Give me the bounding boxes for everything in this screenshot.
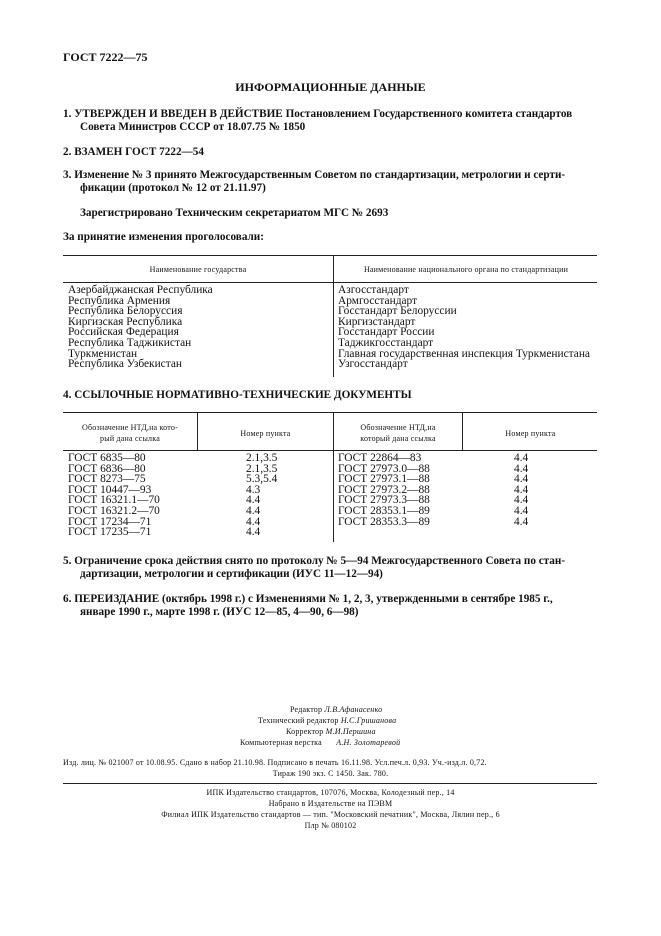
imprint-line2: Тираж 190 экз. С 1450. Зак. 780.	[272, 769, 389, 778]
table-cell: 4.4	[246, 526, 261, 539]
section-1-number: 1.	[63, 108, 72, 120]
imprint-divider	[63, 783, 597, 784]
table-row: Азербайджанская Республика	[68, 284, 213, 296]
table-cell: ГОСТ 27973.0—88	[338, 462, 430, 475]
table-border-top	[63, 255, 597, 256]
credit-layout-label: Компьютерная верстка	[240, 738, 322, 747]
ref-header-doc2-line1: Обозначение НТД,на	[360, 423, 436, 432]
section-1-text: Постановлением Государственного комитета стандартов	[282, 108, 573, 120]
table-cell: ГОСТ 28353.3—89	[338, 515, 430, 528]
table-row: Госстандарт России	[338, 326, 435, 339]
publisher-line4: Плр № 080102	[304, 821, 357, 830]
credit-tech-label: Технический редактор	[258, 716, 339, 725]
section-5-number: 5.	[63, 555, 72, 567]
table-cell: ГОСТ 16321.1—70	[68, 494, 160, 507]
credit-tech-editor	[258, 716, 396, 725]
section-1-lead: УТВЕРЖДЕН И ВВЕДЕН В ДЕЙСТВИЕ	[74, 108, 283, 120]
imprint-line1: Изд. лиц. № 021007 от 10.08.95. Сдано в набор 21.10.98. Подписано в печать 16.11.98. Усл.печ.л. 0,93. Уч.-изд.л. 0,72.	[63, 758, 487, 767]
section-5-line2: дартизации, метрологии и сертификации (ИУС 11—12—94)	[80, 568, 383, 580]
table-row: Республика Белоруссия	[68, 305, 183, 318]
section-3-line1: Изменение № 3 принято Межгосударственным Советом по стандартизации, метрологии и серти-	[74, 169, 566, 181]
table-cell: 4.4	[514, 515, 529, 528]
ref-header-doc-2	[334, 422, 462, 444]
table-row: Узгосстандарт	[338, 358, 408, 371]
document-code: ГОСТ 7222—75	[63, 50, 148, 64]
table-cell: 5.3,5.4	[246, 473, 278, 486]
states-country-column	[68, 285, 213, 370]
ref-header-doc-line1: Обозначение НТД,на кото-	[82, 423, 178, 432]
section-1-line2: Совета Министров СССР от 18.07.75 № 1850	[80, 121, 306, 133]
publisher-line1: ИПК Издательство стандартов, 107076, Москва, Колодезный пер., 14	[206, 788, 455, 797]
publisher-line2: Набрано в Издательстве на ПЭВМ	[268, 799, 393, 808]
table-header-divider	[63, 282, 597, 283]
table-cell: 4.4	[514, 452, 529, 464]
table-row: Главная государственная инспекция Туркменистана	[338, 347, 590, 360]
table-cell: 4.4	[514, 462, 529, 475]
section-3-number: 3.	[63, 169, 72, 181]
credit-layout-name: А.Н. Золотаревой	[336, 738, 401, 747]
table-cell: ГОСТ 27973.3—88	[338, 494, 430, 507]
credit-layout	[240, 738, 400, 747]
table-row: Республика Таджикистан	[68, 336, 192, 349]
table-row: Госстандарт Белоруссии	[338, 305, 457, 318]
section-6	[63, 593, 553, 605]
credit-corrector	[286, 727, 376, 736]
table-row: Таджикгосстандарт	[338, 336, 434, 349]
ref-header-item: Номер пункта	[240, 429, 291, 438]
table-row: Российская Федерация	[68, 326, 179, 339]
states-header-body: Наименование национального органа по стандартизации	[363, 265, 569, 274]
section-4	[63, 389, 412, 401]
table-cell: ГОСТ 27973.2—88	[338, 483, 430, 496]
credit-editor-label: Редактор	[290, 705, 323, 714]
section-5	[63, 555, 565, 567]
publisher-line3: Филиал ИПК Издательство стандартов — тип. "Московский печатник", Москва, Лялин пер., 6	[161, 810, 500, 819]
table-row: Республика Узбекистан	[68, 358, 182, 371]
page-title: ИНФОРМАЦИОННЫЕ ДАННЫЕ	[235, 80, 426, 94]
table-cell: ГОСТ 22864—83	[338, 452, 422, 464]
voted-heading: За принятие изменения проголосовали:	[63, 231, 264, 243]
states-header-country: Наименование государства	[149, 265, 247, 274]
section-5-line1: Ограничение срока действия снято по протоколу № 5—94 Межгосударственного Совета по стан-	[74, 555, 566, 567]
ref-left-items	[246, 453, 277, 538]
section-2	[63, 146, 204, 158]
ref-header-doc	[63, 422, 197, 444]
table-row: Киргизская Республика	[68, 315, 183, 328]
ref-header-doc-line2: рый дана ссылка	[100, 434, 160, 443]
section-6-number: 6.	[63, 593, 72, 605]
section-4-text: ССЫЛОЧНЫЕ НОРМАТИВНО-ТЕХНИЧЕСКИЕ ДОКУМЕНТЫ	[74, 389, 412, 401]
table-cell: ГОСТ 6835—80	[68, 452, 146, 464]
table-cell: ГОСТ 17235—71	[68, 526, 152, 539]
section-3	[63, 169, 565, 181]
table-row: Туркменистан	[68, 347, 138, 360]
section-3-line2: фикации (протокол № 12 от 21.11.97)	[80, 182, 266, 194]
registration-note: Зарегистрировано Техническим секретариатом МГС № 2693	[80, 207, 389, 219]
table-cell: 2.1,3.5	[246, 462, 278, 475]
table-cell: 4.4	[246, 494, 261, 507]
credit-editor	[290, 705, 382, 714]
section-2-number: 2.	[63, 146, 72, 158]
table-cell: 4.4	[246, 504, 261, 517]
table-cell: ГОСТ 27973.1—88	[338, 473, 430, 486]
states-body-column	[338, 285, 590, 370]
section-2-text: ВЗАМЕН ГОСТ 7222—54	[74, 146, 204, 158]
credit-tech-name: Н.С.Гришанова	[340, 716, 397, 725]
credit-corrector-name: М.И.Першина	[325, 727, 376, 736]
table-cell: 4.4	[514, 483, 529, 496]
table-header-divider	[63, 450, 597, 451]
table-cell: ГОСТ 28353.1—89	[338, 504, 430, 517]
table-cell: 4.4	[246, 515, 261, 528]
ref-header-doc2-line2: который дана ссылка	[360, 434, 436, 443]
table-cell: 2.1,3.5	[246, 452, 278, 464]
section-4-number: 4.	[63, 389, 72, 401]
table-cell: ГОСТ 8273—75	[68, 473, 146, 486]
section-6-line2: январе 1990 г., марте 1998 г. (ИУС 12—85, 4—90, 6—98)	[80, 606, 359, 618]
table-cell: 4.4	[514, 494, 529, 507]
table-row: Киргизстандарт	[338, 315, 416, 328]
table-cell: ГОСТ 17234—71	[68, 515, 152, 528]
table-cell: ГОСТ 10447—93	[68, 483, 152, 496]
table-cell: ГОСТ 6836—80	[68, 462, 146, 475]
table-row: Армгосстандарт	[338, 294, 418, 307]
ref-right-docs	[338, 453, 430, 527]
ref-right-items	[514, 453, 528, 527]
table-border-top	[63, 412, 597, 413]
section-6-line1: ПЕРЕИЗДАНИЕ (октябрь 1998 г.) с Изменениями № 1, 2, 3, утвержденными в сентябре 1985 г.,	[74, 593, 553, 605]
table-cell: 4.4	[514, 473, 529, 486]
section-1	[63, 108, 572, 120]
table-cell: 4.4	[514, 504, 529, 517]
table-cell: ГОСТ 16321.2—70	[68, 504, 160, 517]
credit-editor-name: Л.В.Афанасенко	[324, 705, 383, 714]
table-row: Республика Армения	[68, 294, 171, 307]
table-cell: 4.3	[246, 483, 261, 496]
ref-left-docs	[68, 453, 160, 538]
ref-header-item-2: Номер пункта	[505, 429, 556, 438]
credit-corrector-label: Корректор	[286, 727, 324, 736]
table-row: Азгосстандарт	[338, 284, 409, 296]
